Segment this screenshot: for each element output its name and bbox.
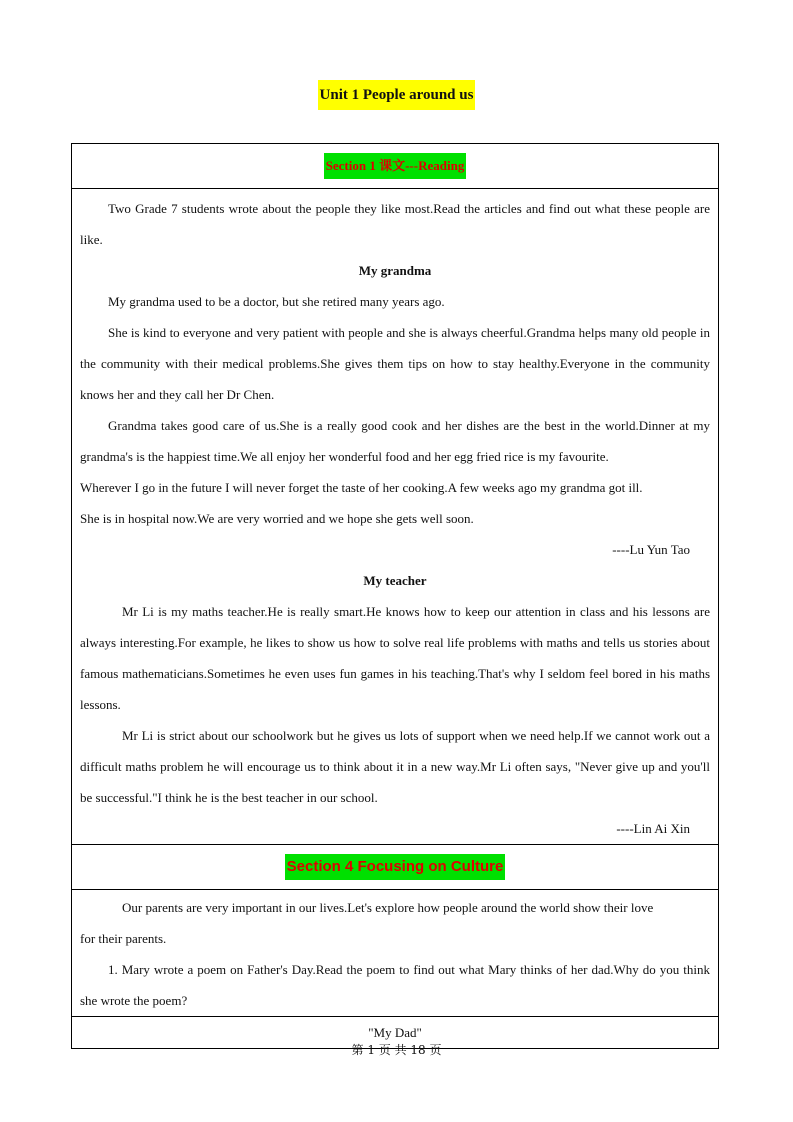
section4-body-cell xyxy=(72,890,719,1017)
section4-heading: Section 4 Focusing on Culture xyxy=(285,854,506,880)
article1-paragraph: She is kind to everyone and very patient with people and she is always cheerful.Grandma helps many old people in the community with their medical problems.She gives them tips on how to stay healthy.Everyone in the community knows her and they call her Dr Chen. xyxy=(80,325,710,402)
article1-paragraph: She is in hospital now.We are very worried and we hope she gets well soon. xyxy=(80,511,474,526)
section1-body-cell xyxy=(72,189,719,845)
section4-intro-line1: Our parents are very important in our lives.Let's explore how people around the world show their love xyxy=(122,900,654,915)
section1-header-row xyxy=(72,144,719,189)
title-wrap xyxy=(0,80,793,110)
section4-header-cell xyxy=(72,845,719,890)
article2-title: My teacher xyxy=(363,573,427,588)
page-footer: 第 1 页 共 18 页 xyxy=(351,1043,442,1057)
article1-paragraph: Grandma takes good care of us.She is a really good cook and her dishes are the best in the world.Dinner at my grandma's is the happiest time.We all enjoy her wonderful food and her egg fried rice is my favourite. xyxy=(80,418,710,464)
poem-title: "My Dad" xyxy=(72,1017,719,1049)
section1-body-row xyxy=(72,189,719,845)
article1-paragraph: Wherever I go in the future I will never forget the taste of her cooking.A few weeks ago my grandma got ill. xyxy=(80,480,643,495)
section1-intro: Two Grade 7 students wrote about the people they like most.Read the articles and find out what these people are like. xyxy=(80,201,710,247)
section1-heading: Section 1 课文---Reading xyxy=(324,153,467,179)
section1-header-cell xyxy=(72,144,719,189)
article1-author: ----Lu Yun Tao xyxy=(612,542,690,557)
article1-title: My grandma xyxy=(358,263,432,278)
section4-question1: 1. Mary wrote a poem on Father's Day.Read the poem to find out what Mary thinks of her dad.Why do you think she wrote the poem? xyxy=(80,962,710,1008)
content-table xyxy=(71,143,719,1049)
article2-author: ----Lin Ai Xin xyxy=(616,821,690,836)
article1-paragraph: My grandma used to be a doctor, but she retired many years ago. xyxy=(108,294,445,309)
article2-paragraph: Mr Li is my maths teacher.He is really smart.He knows how to keep our attention in class and his lessons are always interesting.For example, he likes to show us how to solve real life problems with maths and tells us stories about famous mathematicians.Sometimes he even uses fun games in his teaching.That's why I seldom feel bored in his maths lessons. xyxy=(80,604,710,712)
section4-body-row xyxy=(72,890,719,1017)
page-title: Unit 1 People around us xyxy=(318,80,476,110)
section4-intro-line2: for their parents. xyxy=(80,931,167,946)
section4-header-row xyxy=(72,845,719,890)
article2-paragraph: Mr Li is strict about our schoolwork but he gives us lots of support when we need help.If we cannot work out a difficult maths problem he will encourage us to think about it in a new way.Mr Li often says, "Never give up and you'll be successful."I think he is the best teacher in our school. xyxy=(80,728,710,805)
